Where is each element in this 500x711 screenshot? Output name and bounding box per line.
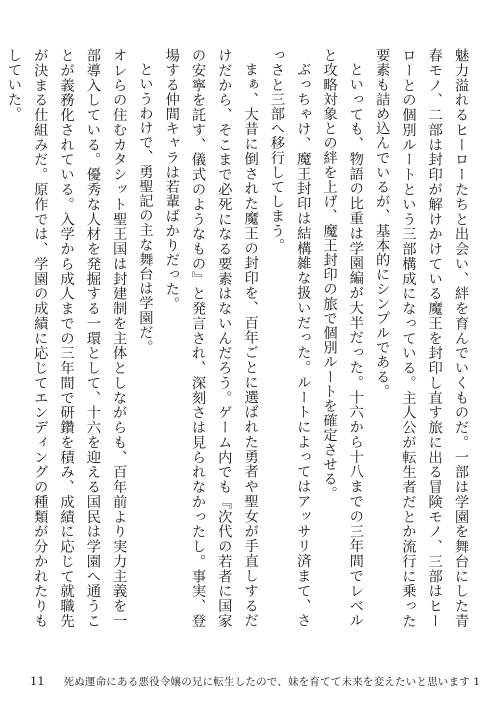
paragraph: といっても、物語の比重は学園編が大半だった。十六から十八までの三年間でレベルと攻略対象との絆を上げ、魔王封印の旅で個別ルートを確定させる。 — [321, 48, 364, 628]
page-number: 11 — [30, 674, 45, 688]
page-footer — [30, 672, 481, 690]
running-title: 死ぬ運命にある悪役令嬢の兄に転生したので、妹を育てて未来を変えたいと思います 1 — [63, 676, 481, 688]
paragraph: まぁ、大昔に倒された魔王の封印を、百年ごとに選ばれた勇者や聖女が手直しするだけだから、そこまで必死になる要素はないんだろう。ゲーム内でも『次代の若者に国家の安寧を託す、儀式のようなもの』と発言され、深刻さは見られなかったし。事実、登場する仲間キャラは若輩ばかりだった。 — [163, 48, 259, 628]
paragraph: ぶっちゃけ、魔王封印は結構雑な扱いだった。ルートによってはアッサリ済まて、さっさと三部へ移行してしまう。 — [268, 48, 312, 628]
paragraph: というわけで、勇聖記の主な舞台は学園だ。 — [137, 62, 154, 355]
paragraph: 魅力溢れるヒーローたちと出会い、絆を育んでいくものだ。一部は学園を舞台にした青春モノ、二部は封印が解けかけている魔王を封印し直す旅に出る冒険モノ、三部はヒーローとの個別ルートという三部構成になっている。主人公が転生者だとか流行に乗った要素も詰め込んでいるが、基本的にシンプルである。 — [374, 48, 469, 628]
paragraph: オレらの住むカタシット聖王国は封建制を主体としながらも、百年前より実力主義を一部導入している。優秀な人材を発掘する一環として、十六を迎える国民は学園へ通うことが義務化されている。入学から成人までの三年間で研鑽を積み、成績に応じて就職先が決まる仕組みだ。原作では、学園の成績に応じてエンディングの種類が分かれたりもしていた。 — [5, 48, 128, 628]
vertical-text-body — [5, 48, 474, 628]
